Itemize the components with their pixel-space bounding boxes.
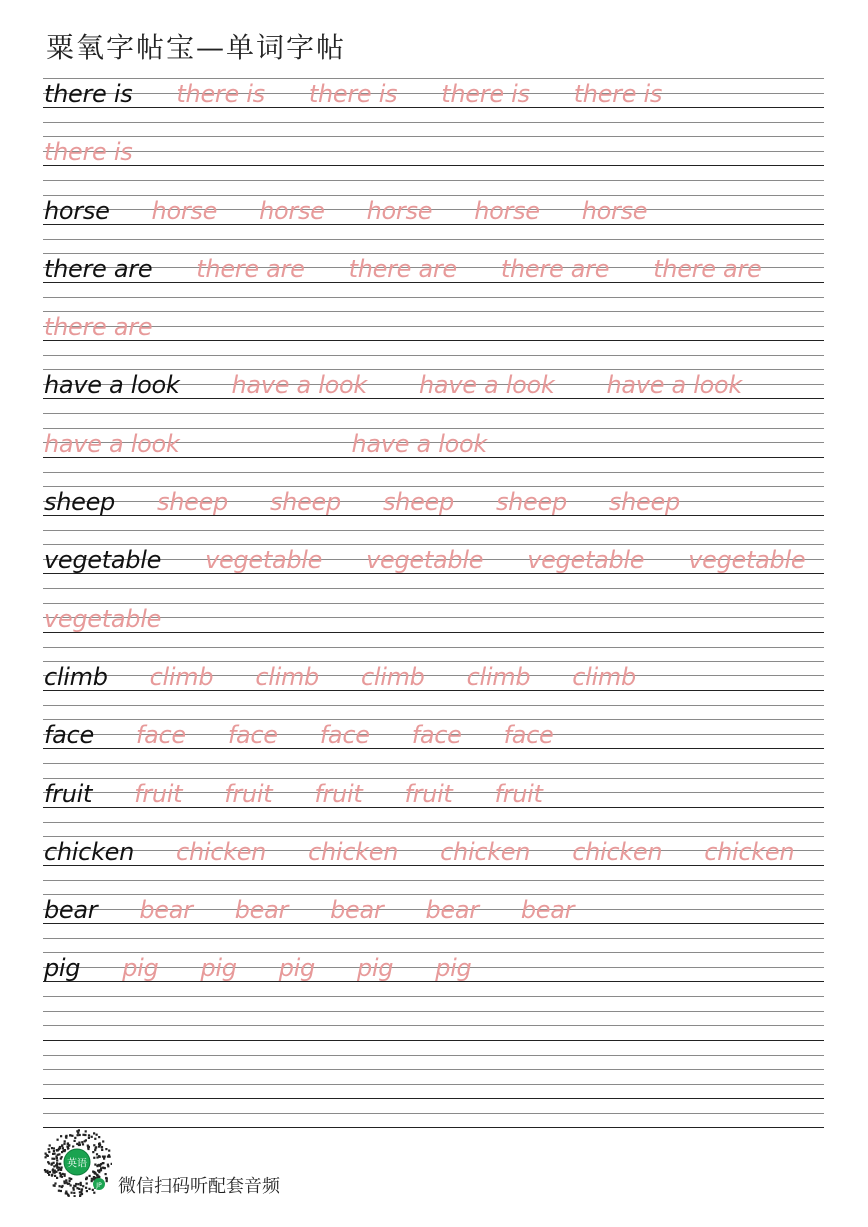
row-words xyxy=(44,255,824,283)
qr-dot xyxy=(86,1190,88,1192)
qr-dot xyxy=(46,1170,48,1172)
qr-dot xyxy=(47,1161,49,1163)
trace-word: face xyxy=(411,721,462,750)
ruled-line xyxy=(43,647,824,648)
footer xyxy=(42,1127,342,1197)
qr-dot xyxy=(60,1158,62,1160)
row-words xyxy=(44,197,824,225)
ruled-line xyxy=(43,1113,824,1114)
qr-dot xyxy=(64,1182,66,1184)
qr-dot xyxy=(65,1179,67,1181)
model-word: climb xyxy=(44,662,108,691)
writing-row xyxy=(43,136,824,194)
ruled-line xyxy=(43,472,824,473)
qr-dot xyxy=(103,1158,105,1160)
writing-row xyxy=(43,253,824,311)
qr-dot xyxy=(49,1144,51,1146)
qr-dot xyxy=(67,1142,69,1144)
model-word: chicken xyxy=(44,837,135,866)
trace-word: fruit xyxy=(494,779,543,808)
ruled-line xyxy=(43,1069,824,1070)
qr-dot xyxy=(100,1167,102,1169)
trace-word: horse xyxy=(151,196,218,225)
qr-dot xyxy=(94,1138,96,1140)
qr-dot xyxy=(54,1185,56,1187)
qr-dot xyxy=(55,1171,57,1173)
qr-dot xyxy=(92,1178,94,1180)
qr-dot xyxy=(58,1190,60,1192)
qr-dot xyxy=(95,1147,97,1149)
trace-word: have a look xyxy=(231,371,367,400)
trace-word: vegetable xyxy=(366,546,484,575)
trace-word: climb xyxy=(149,662,214,691)
ruled-line xyxy=(43,253,824,254)
qr-dot xyxy=(105,1148,107,1150)
qr-dot xyxy=(77,1134,79,1136)
writing-row xyxy=(43,486,824,544)
trace-word: bear xyxy=(234,896,289,925)
ruled-line xyxy=(43,413,824,414)
writing-row xyxy=(43,544,824,602)
ruled-line xyxy=(43,369,824,370)
qr-dot xyxy=(93,1132,95,1134)
trace-word: fruit xyxy=(404,779,453,808)
trace-word: pig xyxy=(200,954,237,983)
model-word: sheep xyxy=(44,488,115,517)
ruled-line xyxy=(43,486,824,487)
trace-word: bear xyxy=(425,896,479,925)
qr-dot xyxy=(76,1130,78,1132)
model-word: there is xyxy=(44,80,133,108)
trace-word: have a look xyxy=(606,371,742,400)
qr-dot xyxy=(64,1175,66,1177)
qr-dot xyxy=(51,1147,53,1149)
writing-row xyxy=(43,603,824,661)
row-words xyxy=(44,838,824,866)
qr-dot xyxy=(88,1188,90,1190)
trace-word: horse xyxy=(259,196,325,225)
model-word: fruit xyxy=(44,779,93,808)
trace-word: climb xyxy=(255,662,319,691)
qr-dot xyxy=(77,1183,79,1185)
model-word: there are xyxy=(44,254,153,283)
qr-dot xyxy=(78,1142,80,1144)
trace-word: chicken xyxy=(572,837,663,866)
ruled-line xyxy=(43,195,824,196)
qr-dot xyxy=(49,1171,51,1173)
trace-word: climb xyxy=(466,662,531,691)
trace-word: there is xyxy=(441,80,530,108)
qr-dot xyxy=(85,1130,87,1132)
ruled-line xyxy=(43,355,824,356)
ruled-line xyxy=(43,880,824,881)
qr-dot xyxy=(81,1141,83,1143)
qr-dot xyxy=(102,1162,104,1164)
trace-word: have a look xyxy=(419,371,555,400)
qr-dot xyxy=(69,1180,71,1182)
qr-dot xyxy=(56,1157,58,1159)
qr-dot xyxy=(65,1136,67,1138)
qr-dot xyxy=(86,1177,88,1179)
ruled-line xyxy=(43,996,824,997)
trace-word: have a look xyxy=(351,429,487,458)
qr-dot xyxy=(92,1151,94,1153)
row-words xyxy=(44,138,824,166)
ruled-line xyxy=(43,122,824,123)
trace-word: there are xyxy=(653,254,762,283)
qr-dot xyxy=(74,1137,76,1139)
qr-dot xyxy=(53,1150,55,1152)
ruled-line xyxy=(43,894,824,895)
qr-dot xyxy=(86,1182,88,1184)
qr-dot xyxy=(73,1185,75,1187)
qr-dot xyxy=(79,1195,81,1197)
qr-dot xyxy=(82,1134,84,1136)
qr-dot xyxy=(56,1177,58,1179)
qr-dot xyxy=(73,1189,75,1191)
model-word: have a look xyxy=(44,371,180,400)
qr-dot xyxy=(61,1186,63,1188)
qr-dot xyxy=(53,1147,55,1149)
qr-dot xyxy=(111,1163,112,1165)
qr-dot xyxy=(59,1146,61,1148)
trace-word: vegetable xyxy=(205,546,323,575)
row-words xyxy=(44,371,824,399)
qr-badge-label: 英语 xyxy=(67,1158,87,1170)
row-words xyxy=(44,954,824,982)
trace-word: there are xyxy=(44,313,153,342)
qr-dot xyxy=(60,1190,62,1192)
ruled-line xyxy=(43,603,824,604)
trace-word: have a look xyxy=(44,429,180,458)
qr-dot xyxy=(94,1172,96,1174)
row-words xyxy=(44,1013,824,1041)
trace-word: climb xyxy=(572,662,636,691)
qr-dot xyxy=(61,1166,63,1168)
row-words xyxy=(44,80,824,108)
qr-dot xyxy=(48,1151,50,1153)
trace-word: horse xyxy=(581,196,648,225)
writing-row xyxy=(43,719,824,777)
writing-row xyxy=(43,778,824,836)
qr-dot xyxy=(57,1169,59,1171)
row-words xyxy=(44,663,824,691)
qr-dot xyxy=(98,1176,100,1178)
qr-dot xyxy=(62,1150,64,1152)
ruled-line xyxy=(43,428,824,429)
row-words xyxy=(44,780,824,808)
trace-word: chicken xyxy=(308,837,399,866)
qr-dot xyxy=(81,1188,83,1190)
trace-word: there are xyxy=(348,254,457,283)
writing-row xyxy=(43,311,824,369)
qr-dot xyxy=(105,1173,107,1175)
ruled-line xyxy=(43,952,824,953)
model-word: horse xyxy=(44,196,110,225)
ruled-line xyxy=(43,588,824,589)
row-words xyxy=(44,896,824,924)
row-words xyxy=(44,605,824,633)
trace-word: sheep xyxy=(608,488,680,517)
model-word: face xyxy=(44,721,94,750)
ruled-line xyxy=(43,136,824,137)
qr-dot xyxy=(107,1165,109,1167)
ruled-line xyxy=(43,530,824,531)
trace-word: pig xyxy=(435,954,472,983)
writing-row xyxy=(43,894,824,952)
qr-dot xyxy=(93,1157,95,1159)
ruled-line xyxy=(43,822,824,823)
row-words xyxy=(44,488,824,516)
row-words xyxy=(44,313,824,341)
qr-dot xyxy=(63,1143,65,1145)
qr-dot xyxy=(58,1163,60,1165)
qr-dot xyxy=(62,1147,64,1149)
ruled-line xyxy=(43,778,824,779)
qr-dot xyxy=(88,1134,90,1136)
trace-word: vegetable xyxy=(44,604,162,633)
qr-dot xyxy=(88,1137,90,1139)
trace-word: face xyxy=(227,721,278,750)
trace-word: face xyxy=(135,721,186,750)
model-word: vegetable xyxy=(44,546,162,575)
qr-dot xyxy=(48,1148,50,1150)
qr-dot xyxy=(80,1184,82,1186)
trace-word: face xyxy=(319,721,370,750)
qr-dot xyxy=(105,1177,107,1179)
writing-row xyxy=(43,195,824,253)
qr-dot xyxy=(87,1145,89,1147)
trace-word: horse xyxy=(474,196,540,225)
qr-dot xyxy=(65,1192,67,1194)
qr-dot xyxy=(101,1146,103,1148)
qr-dot xyxy=(84,1134,86,1136)
copybook-sheet xyxy=(43,78,824,1127)
trace-word: fruit xyxy=(134,779,183,808)
qr-dot xyxy=(52,1153,54,1155)
qr-dot xyxy=(61,1144,63,1146)
qr-dot xyxy=(98,1155,100,1157)
model-word: pig xyxy=(44,954,81,983)
trace-word: sheep xyxy=(382,488,454,517)
trace-word: bear xyxy=(139,896,193,925)
ruled-line xyxy=(43,311,824,312)
trace-word: there are xyxy=(196,254,305,283)
trace-word: bear xyxy=(520,896,575,925)
ruled-line xyxy=(43,297,824,298)
qr-dot xyxy=(51,1158,53,1160)
qr-dot xyxy=(93,1144,95,1146)
qr-dot xyxy=(96,1153,98,1155)
ruled-line xyxy=(43,239,824,240)
ruled-line xyxy=(43,763,824,764)
trace-word: vegetable xyxy=(527,546,645,575)
qr-dot xyxy=(45,1156,47,1158)
writing-row xyxy=(43,952,824,1010)
qr-dot xyxy=(87,1146,89,1148)
qr-dot xyxy=(79,1134,81,1136)
qr-dot xyxy=(66,1182,68,1184)
qr-dot xyxy=(76,1187,78,1189)
qr-dot xyxy=(68,1195,70,1197)
trace-word: there are xyxy=(500,254,610,283)
qr-dot xyxy=(51,1163,53,1165)
ruled-line xyxy=(43,661,824,662)
trace-word: there is xyxy=(44,138,133,167)
qr-dot xyxy=(84,1140,86,1142)
qr-dot xyxy=(109,1156,111,1158)
qr-dot xyxy=(44,1169,46,1171)
qr-dot xyxy=(69,1177,71,1179)
trace-word: fruit xyxy=(224,779,273,808)
trace-word: chicken xyxy=(440,837,531,866)
qr-dot xyxy=(57,1139,59,1141)
qr-dot xyxy=(61,1176,63,1178)
qr-dot xyxy=(54,1182,56,1184)
qr-dot xyxy=(51,1175,53,1177)
writing-row xyxy=(43,1011,824,1069)
trace-word: there is xyxy=(573,80,663,108)
qr-dot xyxy=(82,1185,84,1187)
qr-dot xyxy=(79,1144,81,1146)
ruled-line xyxy=(43,180,824,181)
writing-row xyxy=(43,369,824,427)
qr-dot xyxy=(79,1191,81,1193)
trace-word: sheep xyxy=(269,488,341,517)
qr-dot xyxy=(48,1174,50,1176)
qr-dot xyxy=(75,1183,77,1185)
trace-word: face xyxy=(503,721,554,750)
qr-dot xyxy=(60,1169,62,1171)
qr-dot xyxy=(64,1140,66,1142)
qr-dot xyxy=(71,1135,73,1137)
qr-dot xyxy=(54,1175,56,1177)
trace-word: vegetable xyxy=(688,546,806,575)
qr-dot xyxy=(82,1143,84,1145)
trace-word: fruit xyxy=(314,779,363,808)
qr-dot xyxy=(59,1172,61,1174)
qr-dot xyxy=(94,1164,96,1166)
row-words xyxy=(44,721,824,749)
qr-dot xyxy=(103,1167,105,1169)
trace-word: chicken xyxy=(176,837,267,866)
audio-caption: 微信扫码听配套音频 xyxy=(118,1176,280,1197)
qr-dot xyxy=(92,1189,94,1191)
qr-dot xyxy=(55,1164,57,1166)
trace-word: sheep xyxy=(156,488,228,517)
writing-row xyxy=(43,78,824,136)
writing-row xyxy=(43,1069,824,1127)
ruled-line xyxy=(43,1055,824,1056)
trace-word: horse xyxy=(366,196,433,225)
trace-word: there is xyxy=(176,80,265,108)
qr-dot xyxy=(89,1175,91,1177)
qr-dot xyxy=(60,1135,62,1137)
ruled-line xyxy=(43,938,824,939)
qr-dot xyxy=(101,1149,103,1151)
qr-dot xyxy=(69,1134,71,1136)
qr-dot xyxy=(45,1153,47,1155)
qr-dot xyxy=(52,1171,54,1173)
qr-dot xyxy=(59,1185,61,1187)
qr-dot xyxy=(85,1187,87,1189)
ruled-line xyxy=(43,705,824,706)
qr-dot xyxy=(71,1192,73,1194)
trace-word: pig xyxy=(278,954,315,983)
qr-dot xyxy=(68,1183,70,1185)
qr-dot xyxy=(93,1192,95,1194)
ruled-line xyxy=(43,544,824,545)
ruled-line xyxy=(43,1011,824,1012)
writing-row xyxy=(43,836,824,894)
qr-dot xyxy=(56,1159,58,1161)
trace-word: pig xyxy=(357,954,394,983)
row-words xyxy=(44,546,824,574)
qr-dot xyxy=(97,1170,99,1172)
qr-dot xyxy=(47,1172,49,1174)
model-word: bear xyxy=(44,896,98,925)
trace-word: climb xyxy=(360,662,425,691)
page-title: 粟氧字帖宝—单词字帖 xyxy=(46,31,347,64)
trace-word: there is xyxy=(308,80,398,108)
trace-word: sheep xyxy=(495,488,567,517)
qr-dot xyxy=(56,1149,58,1151)
qr-dot xyxy=(98,1143,100,1145)
ruled-line xyxy=(43,719,824,720)
ruled-line xyxy=(43,78,824,79)
qr-dot xyxy=(97,1164,99,1166)
qr-dot xyxy=(96,1134,98,1136)
qr-dot xyxy=(91,1136,93,1138)
qr-dot xyxy=(74,1140,76,1142)
qr-dot xyxy=(106,1180,108,1182)
trace-word: chicken xyxy=(704,837,795,866)
qr-dot xyxy=(73,1192,75,1194)
row-words xyxy=(44,1071,824,1099)
ruled-line xyxy=(43,836,824,837)
writing-row xyxy=(43,661,824,719)
qr-dot xyxy=(57,1154,59,1156)
qr-dot xyxy=(98,1136,100,1138)
trace-word: pig xyxy=(122,954,159,983)
qr-dot xyxy=(102,1140,104,1142)
trace-word: bear xyxy=(330,896,384,925)
writing-row xyxy=(43,428,824,486)
qr-dot xyxy=(56,1167,58,1169)
qr-dot xyxy=(80,1182,82,1184)
qr-dot xyxy=(52,1168,54,1170)
qr-corner-mark: JP xyxy=(96,1182,102,1189)
qr-dot xyxy=(108,1150,110,1152)
row-words xyxy=(44,430,824,458)
qr-dot xyxy=(104,1156,106,1158)
qr-dot xyxy=(74,1195,76,1197)
wechat-qr-code xyxy=(42,1127,112,1197)
